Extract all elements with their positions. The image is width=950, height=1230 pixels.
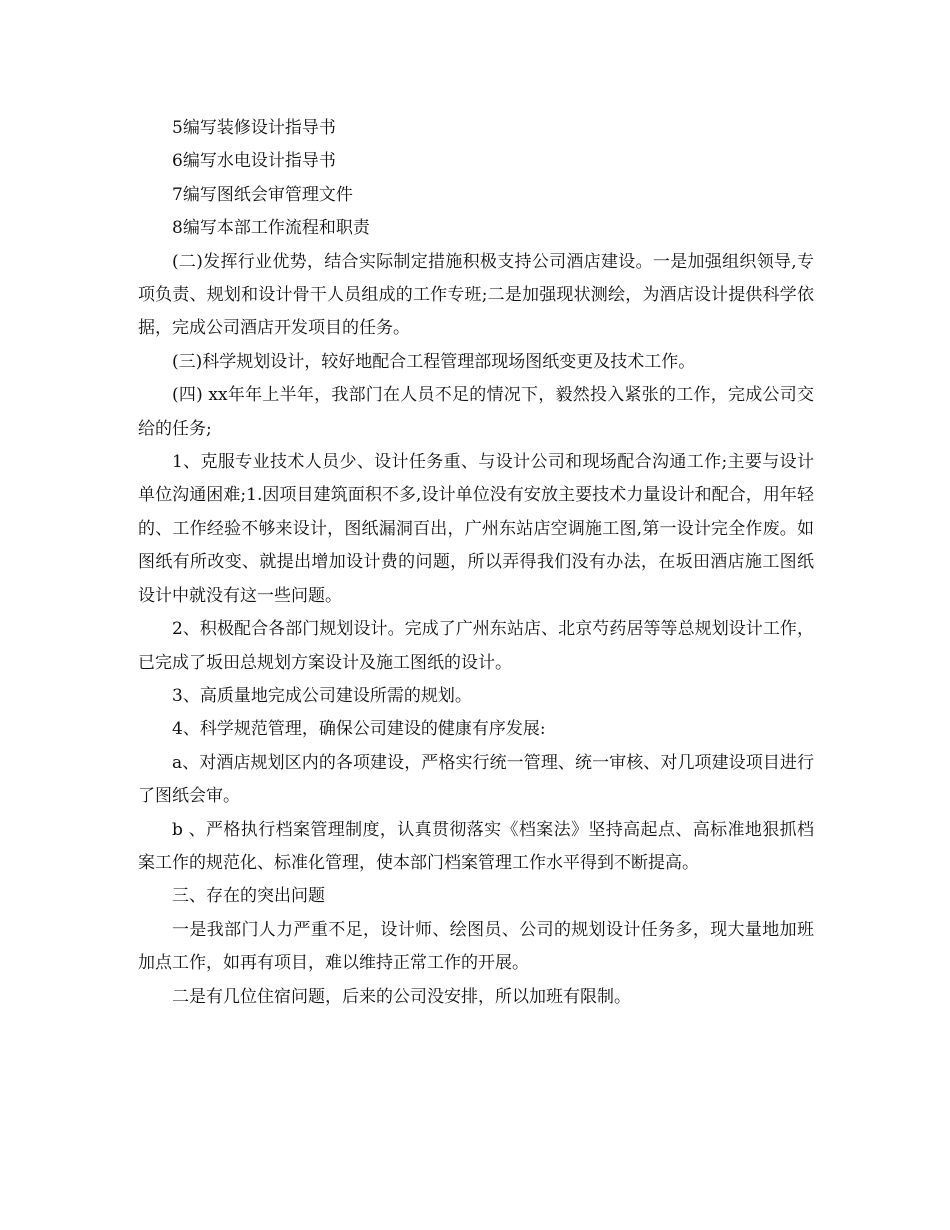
section-two-paragraph: (二)发挥行业优势，结合实际制定措施积极支持公司酒店建设。一是加强组织领导,专项负责、规划和设计骨干人员组成的工作专班;二是加强现状测绘，为酒店设计提供科学依据，完成公司酒店开发项目的任务。 — [138, 251, 814, 339]
list-item-6: 6编写水电设计指导书 — [172, 151, 336, 172]
section-four-paragraph: (四) xx年年上半年，我部门在人员不足的情况下，毅然投入紧张的工作，完成公司交给的任务; — [138, 385, 814, 439]
list-item-7: 7编写图纸会审管理文件 — [172, 184, 353, 205]
item-2-paragraph: 2、积极配合各部门规划设计。完成了广州东站店、北京芍药居等等总规划设计工作，已完成了坂田总规划方案设计及施工图纸的设计。 — [138, 619, 814, 673]
section-heading-problems: 三、存在的突出问题 — [172, 886, 325, 907]
list-item-5: 5编写装修设计指导书 — [172, 118, 336, 138]
item-4-paragraph: 4、科学规范管理，确保公司建设的健康有序发展: — [172, 719, 546, 740]
list-item-8: 8编写本部工作流程和职责 — [172, 218, 370, 239]
item-3-paragraph: 3、高质量地完成公司建设所需的规划。 — [172, 685, 472, 706]
problem-1-paragraph: 一是我部门人力严重不足，设计师、绘图员、公司的规划设计任务多，现大量地加班加点工作，如再有项目，难以维持正常工作的开展。 — [138, 919, 814, 974]
item-b-paragraph: b 、严格执行档案管理制度，认真贯彻落实《档案法》坚持高起点、高标准地狠抓档案工作的规范化、标准化管理，使本部门档案管理工作水平得到不断提高。 — [138, 819, 814, 873]
item-1-paragraph: 1、克服专业技术人员少、设计任务重、与设计公司和现场配合沟通工作;主要与设计单位沟通困难;1.因项目建筑面积不多,设计单位没有安放主要技术力量设计和配合，用年轻的、工作经验不够来设计，图纸漏洞百出，广州东站店空调施工图,第一设计完全作废。如图纸有所改变、就提出增加设计费的问题，所以弄得我们没有办法，在坂田酒店施工图纸设计中就没有这一些问题。 — [138, 452, 814, 606]
item-a-paragraph: a、对酒店规划区内的各项建设，严格实行统一管理、统一审核、对几项建设项目进行了图纸会审。 — [138, 752, 814, 807]
document-page — [138, 112, 814, 1014]
section-three-paragraph: (三)科学规划设计，较好地配合工程管理部现场图纸变更及技术工作。 — [172, 351, 696, 372]
problem-2-paragraph: 二是有几位住宿问题，后来的公司没安排，所以加班有限制。 — [172, 986, 631, 1007]
